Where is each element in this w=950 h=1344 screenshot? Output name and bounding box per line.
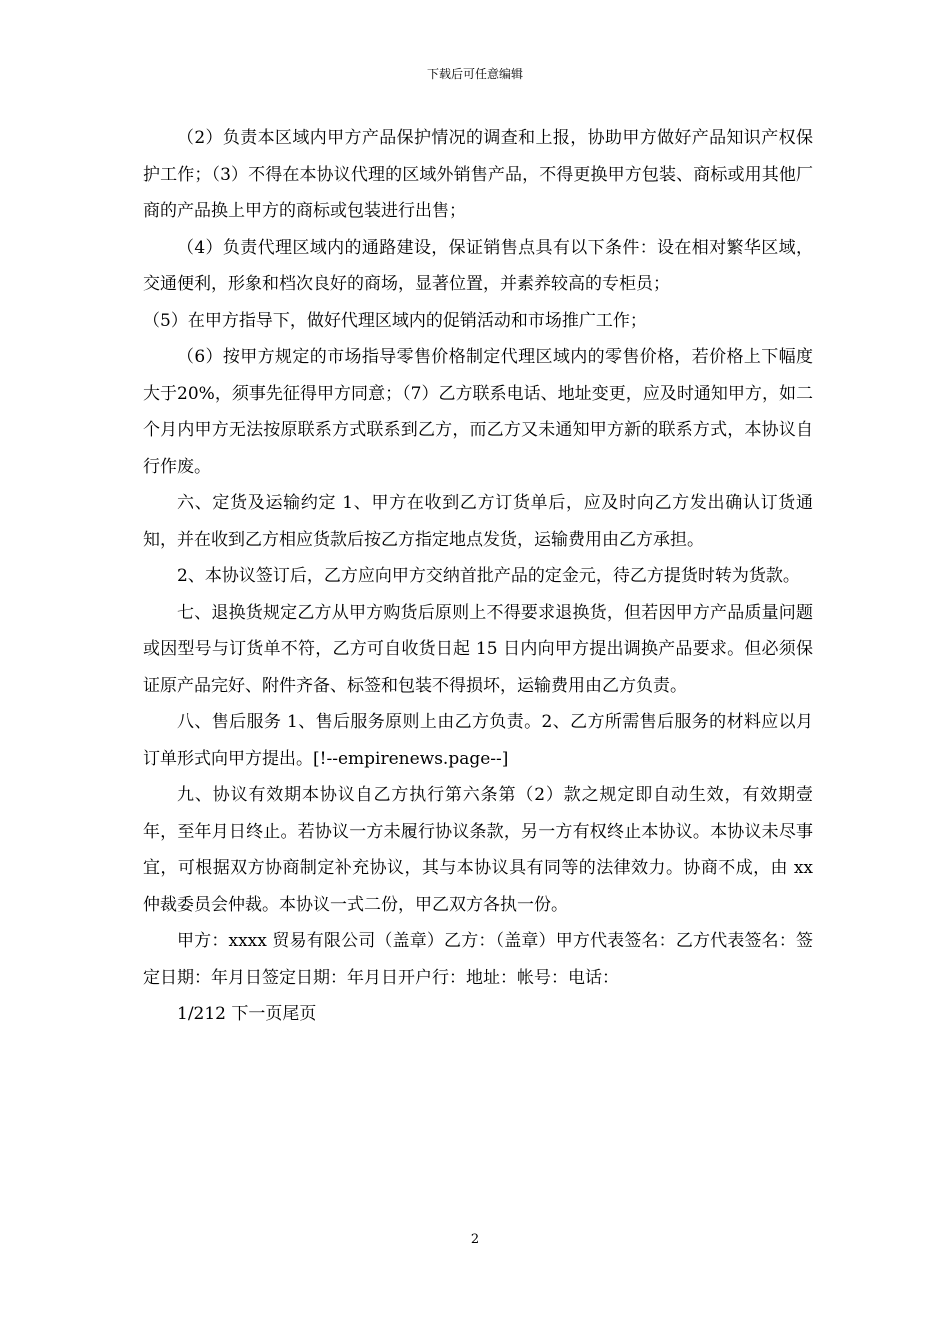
page-number: 2 [470,1232,480,1247]
paragraph-section-6-item-2: 2、本协议签订后，乙方应向甲方交纳首批产品的定金元，待乙方提货时转为货款。 [177,566,800,586]
page-header-note: 下载后可任意编辑 [426,67,523,81]
paragraph-section-8: 八、售后服务 1、售后服务原则上由乙方负责。2、乙方所需售后服务的材料应以月订单形式向甲方提出。[!--empirenews.page--] [143,712,813,769]
pagination-text: 1/212 下一页尾页 [177,1004,317,1024]
paragraph-section-7: 七、退换货规定乙方从甲方购货后原则上不得要求退换货，但若因甲方产品质量问题或因型号与订货单不符，乙方可自收货日起 15 日内向甲方提出调换产品要求。但必须保证原产品完好、附件齐备、标签和包装不得损坏，运输费用由乙方负责。 [143,602,813,696]
paragraph-duty-6-7: （6）按甲方规定的市场指导零售价格制定代理区域内的零售价格，若价格上下幅度大于20%，须事先征得甲方同意；（7）乙方联系电话、地址变更，应及时通知甲方，如二个月内甲方无法按原联系方式联系到乙方，而乙方又未通知甲方新的联系方式，本协议自行作废。 [143,347,813,477]
paragraph-duty-4: （4）负责代理区域内的通路建设，保证销售点具有以下条件：设在相对繁华区域，交通便利，形象和档次良好的商场，显著位置，并素养较高的专柜员； [143,237,813,294]
paragraph-signatures: 甲方：xxxx 贸易有限公司（盖章）乙方：（盖章）甲方代表签名：乙方代表签名：签定日期：年月日签定日期：年月日开户行：地址：帐号：电话： [143,931,813,988]
paragraph-duty-5: （5）在甲方指导下，做好代理区域内的促销活动和市场推广工作； [143,310,647,331]
paragraph-section-9: 九、协议有效期本协议自乙方执行第六条第（2）款之规定即自动生效，有效期壹年，至年月日终止。若协议一方未履行协议条款，另一方有权终止本协议。本协议未尽事宜，可根据双方协商制定补充协议，其与本协议具有同等的法律效力。协商不成，由 xx 仲裁委员会仲裁。本协议一式二份，甲乙双方各执一份。 [143,785,813,915]
document-body [143,120,813,1033]
paragraph-duty-2-3: （2）负责本区域内甲方产品保护情况的调查和上报，协助甲方做好产品知识产权保护工作；（3）不得在本协议代理的区域外销售产品，不得更换甲方包装、商标或用其他厂商的产品换上甲方的商标或包装进行出售； [143,128,813,221]
paragraph-section-6: 六、定货及运输约定 1、甲方在收到乙方订货单后，应及时向乙方发出确认订货通知，并在收到乙方相应货款后按乙方指定地点发货，运输费用由乙方承担。 [143,493,813,550]
